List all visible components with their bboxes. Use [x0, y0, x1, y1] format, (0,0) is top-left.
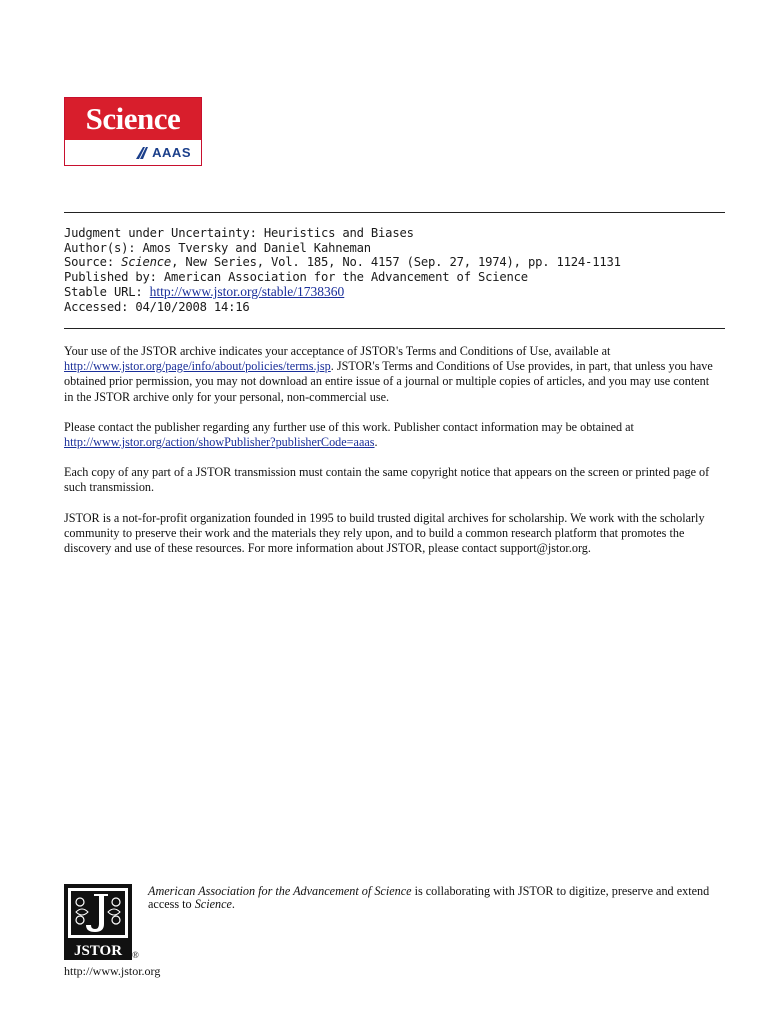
- jstor-logo-text: JSTOR: [73, 943, 123, 959]
- terms-paragraph-4: JSTOR is a not-for-profit organization founded in 1995 to build trusted digital archives for scholarship. We work with the scholarly community to preserve their work and the materials they rely upon, and to build a common research platform that promotes the discovery and use of these resources. For more information about JSTOR, please contact support@jstor.org.: [64, 510, 705, 556]
- top-divider: [64, 212, 725, 213]
- aaas-text: AAAS: [152, 145, 191, 160]
- publisher-contact-text: Please contact the publisher regarding any further use of this work. Publisher contact information may be obtained at: [64, 419, 634, 434]
- terms-link[interactable]: http://www.jstor.org/page/info/about/policies/terms.jsp: [64, 359, 331, 374]
- collaboration-statement: [148, 885, 728, 910]
- article-authors: Author(s): Amos Tversky and Daniel Kahneman: [64, 240, 371, 255]
- terms-paragraph-1: [64, 344, 714, 405]
- terms-text-cont: . JSTOR's Terms and Conditions of Use provides, in part, that unless you have obtained prior permission, you may not download an entire issue of a journal or multiple copies of articles, and you may use content in the JSTOR archive only for your personal, non-commercial use.: [64, 359, 713, 404]
- citation-block: [64, 226, 725, 314]
- aaas-wordmark: [65, 140, 201, 165]
- source-journal: Science: [121, 255, 172, 270]
- registered-mark: ®: [132, 950, 139, 960]
- jstor-home-link[interactable]: http://www.jstor.org: [64, 964, 161, 978]
- article-source: [64, 255, 725, 270]
- stable-url-line: [64, 285, 725, 300]
- collab-journal: Science: [194, 896, 232, 911]
- publisher-link[interactable]: http://www.jstor.org/action/showPublisher?publisherCode=aaas: [64, 435, 375, 450]
- collab-text: is collaborating with JSTOR to digitize, preserve and extend access to: [148, 884, 710, 911]
- terms-paragraph-3: Each copy of any part of a JSTOR transmission must contain the same copyright notice that appears on the screen or printed page of such transmission.: [64, 465, 710, 495]
- terms-text: Your use of the JSTOR archive indicates your acceptance of JSTOR's Terms and Conditions of Use, available at: [64, 344, 611, 358]
- source-details: , New Series, Vol. 185, No. 4157 (Sep. 27, 1974), pp. 1124-1131: [171, 255, 621, 270]
- terms-paragraph-2: [64, 420, 714, 450]
- aaas-triangle-icon: [136, 147, 150, 159]
- article-title: Judgment under Uncertainty: Heuristics and Biases: [64, 226, 414, 240]
- science-wordmark: Science: [65, 98, 201, 140]
- bottom-divider: [64, 328, 725, 329]
- jstor-logo: [64, 884, 132, 960]
- article-publisher: Published by: American Association for the Advancement of Science: [64, 270, 528, 285]
- stable-url-label: Stable URL:: [64, 284, 143, 299]
- collab-org: American Association for the Advancement of Science: [148, 884, 412, 898]
- stable-url-link[interactable]: http://www.jstor.org/stable/1738360: [149, 283, 345, 299]
- publisher-contact-end: .: [374, 435, 378, 450]
- accessed-date: Accessed: 04/10/2008 14:16: [64, 299, 250, 314]
- terms-body: [64, 344, 714, 571]
- source-label: Source:: [64, 255, 114, 270]
- science-aaas-logo: [64, 97, 202, 166]
- collab-end: .: [231, 896, 235, 911]
